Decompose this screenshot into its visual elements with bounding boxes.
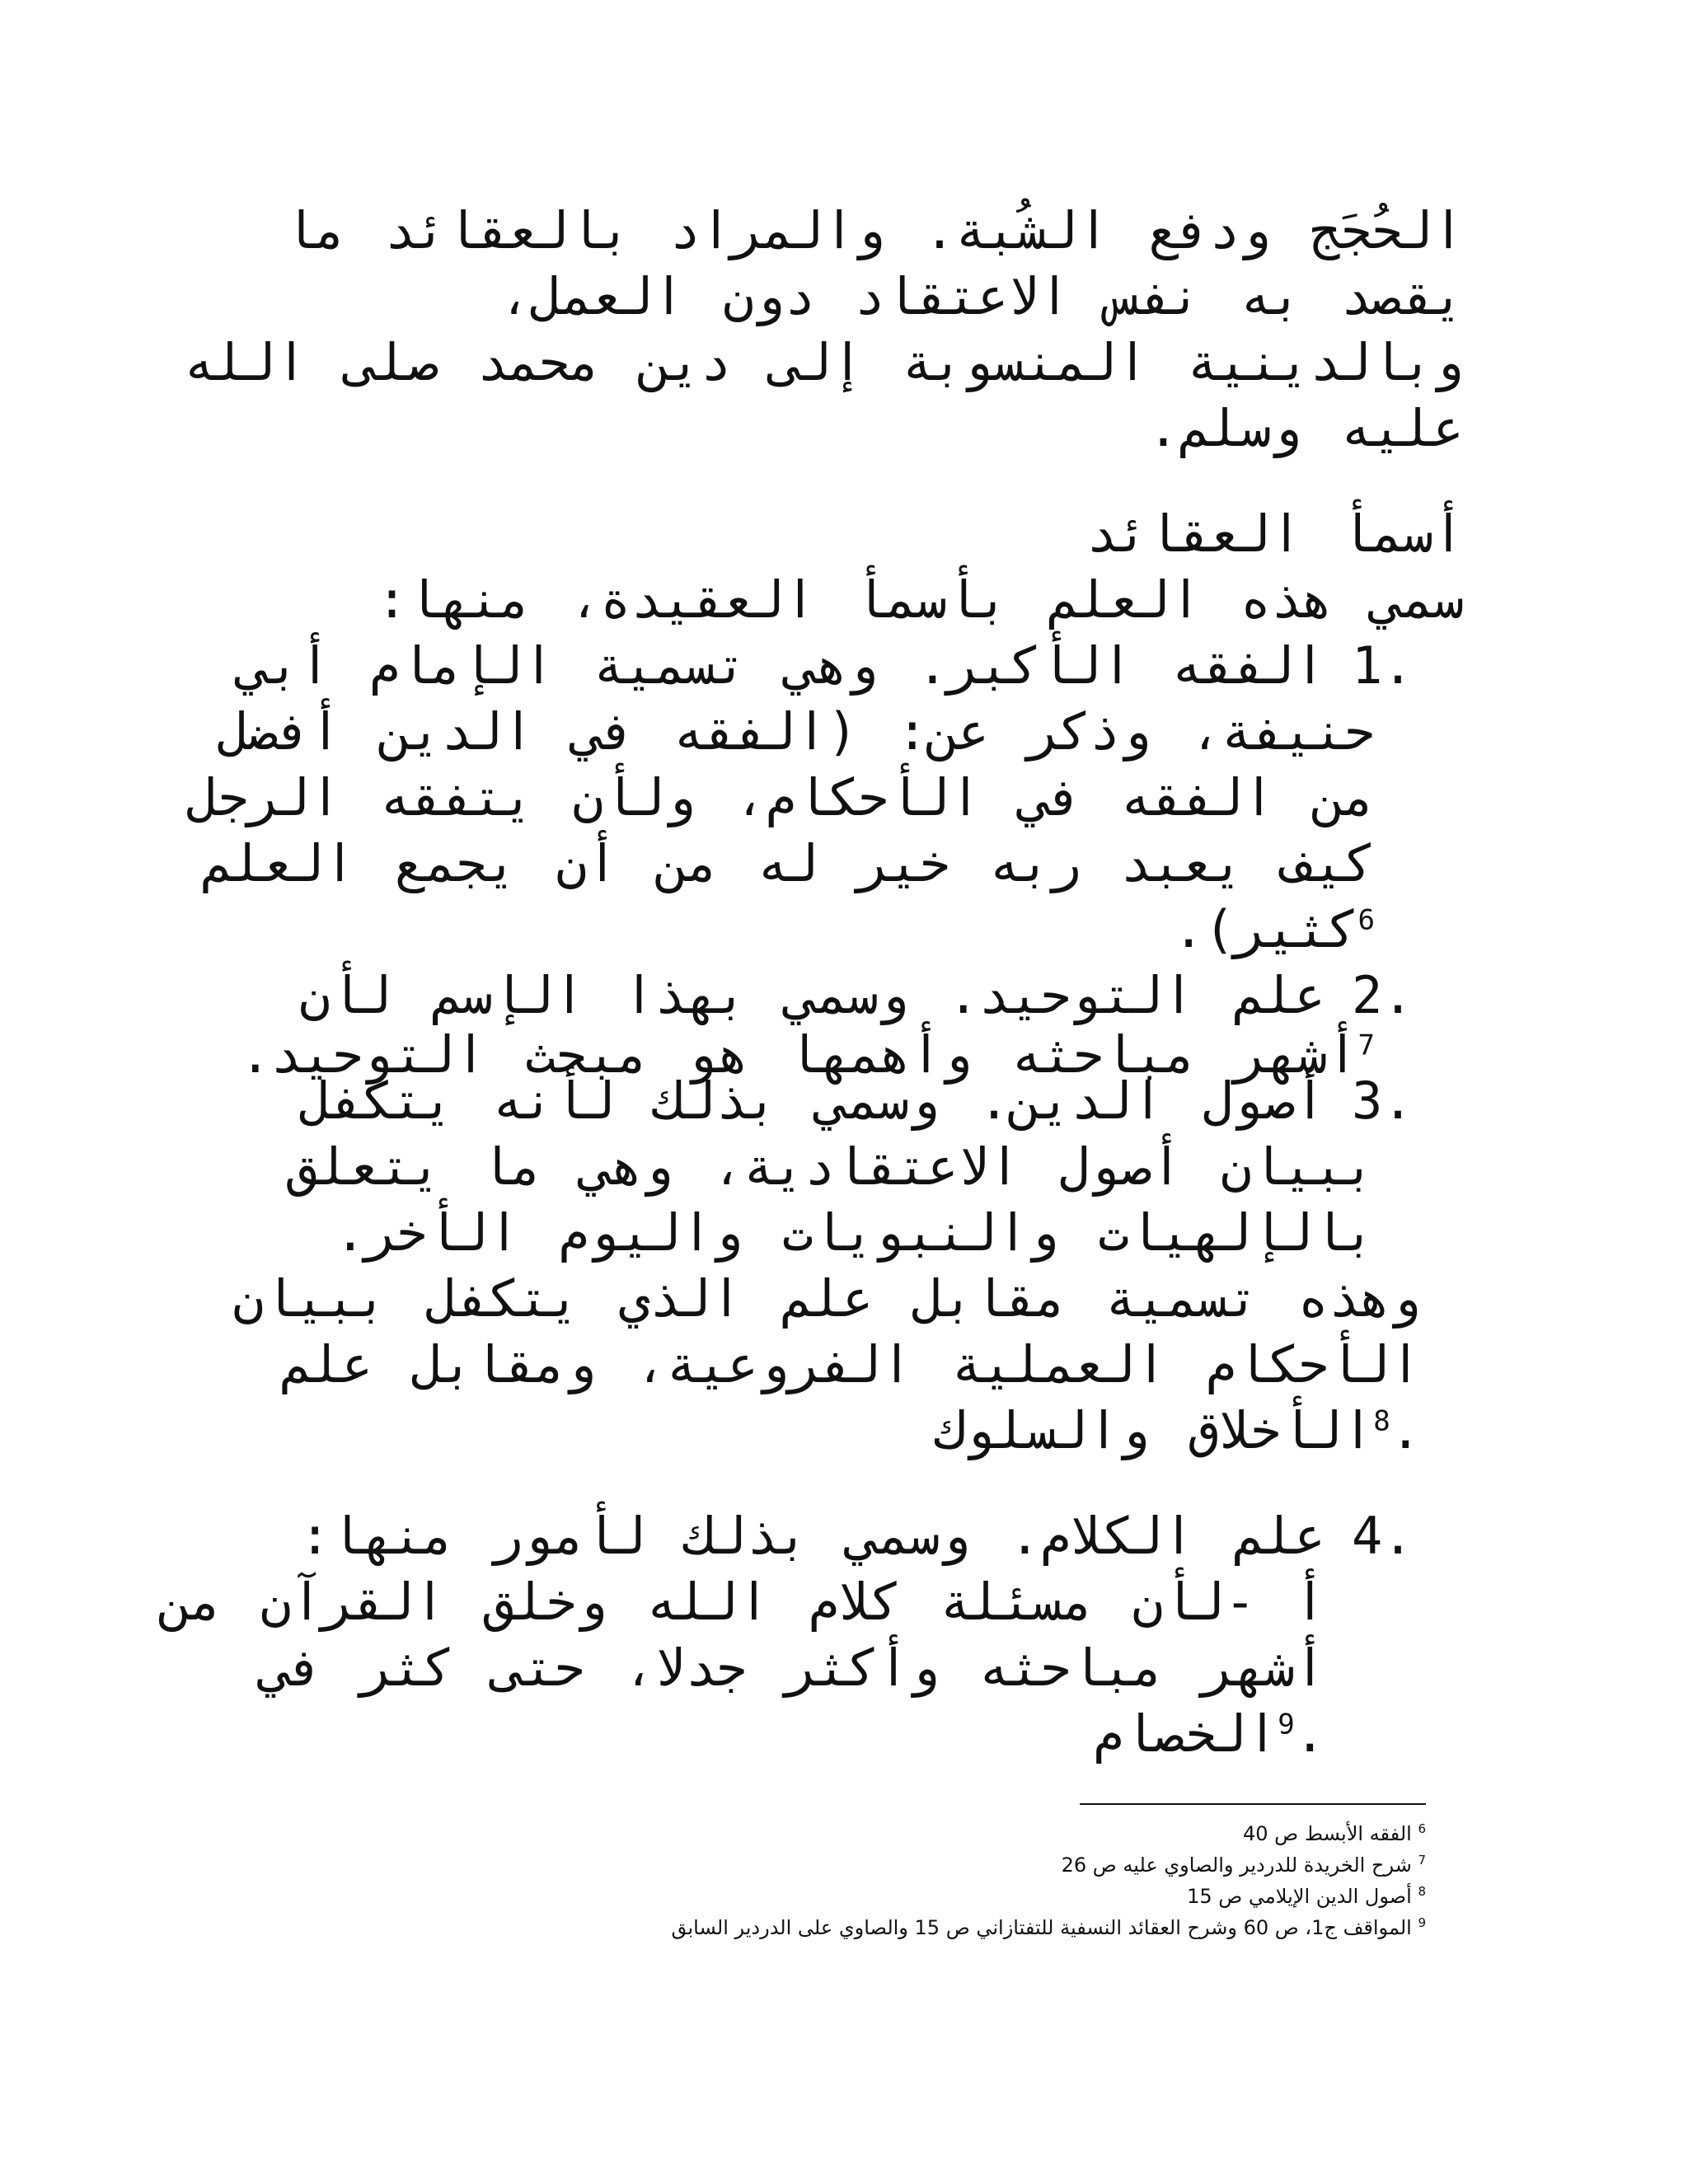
footnote-separator [1080,1803,1426,1805]
footnote-6 [1243,1821,1426,1846]
intro-line-1: الحُجَج ودفع الشُبة. والمراد بالعقائد ما [284,200,1464,260]
section-intro: سمي هذه العلم بأسمأ العقيدة، منها: [376,569,1464,630]
footnote-7-number: 7 [1418,1853,1426,1868]
item-3-line-2: ببيان أصول الاعتقادية، وهي ما يتعلق [287,1137,1375,1197]
item-4-sub-a-line-1: أ -لأن مسئلة كلام الله وخلق القرآن من [160,1572,1325,1632]
footnote-7-text: شرح الخريدة للدردير والصاوي عليه ص 26 [1061,1854,1412,1877]
intro-line-3: وبالدينية المنسوبة إلى دين محمد صلى الله [183,332,1464,392]
footnote-9-text: المواقف ج1، ص 60 وشرح العقائد النسفية للتفتازاني ص 15 والصاوي على الدردير السابق [671,1916,1412,1939]
footnote-ref-9[interactable]: 9 [1278,1708,1295,1741]
item-4-sub-a-line-3-end: . [1294,1704,1325,1764]
continuation-line-3-end: . [1390,1400,1421,1460]
section-title: أسمأ العقائد [1086,504,1464,564]
item-1-line-2: حنيفة، وذكر عن: (الفقه في الدين أفضل [218,701,1375,762]
continuation-line-3-text: الأخلاق والسلوك [934,1400,1374,1460]
item-3-line-3: بالإلهيات والنبويات واليوم الأخر. [335,1202,1375,1263]
continuation-line-1: وهذه تسمية مقابل علم الذي يتكفل ببيان [232,1268,1421,1329]
item-1-line-5-text: كثير). [1173,899,1358,959]
footnote-8-number: 8 [1418,1884,1426,1899]
item-3-line-1: أصول الدين. وسمي بذلك لأنه يتكفل [299,1071,1325,1131]
item-2-line-2-text: أشهر مباحثه وأهمها هو مبحث التوحيد. [240,1024,1358,1085]
footnote-ref-6[interactable]: 6 [1357,903,1375,937]
item-1-number: 1. [1352,635,1414,696]
continuation-line-2: الأحكام العملية الفروعية، ومقابل علم [280,1334,1421,1394]
intro-line-4: عليه وسلم. [1147,398,1464,458]
footnote-8-text: أصول الدين الإيلامي ص 15 [1187,1885,1412,1908]
item-1-line-3: من الفقه في الأحكام، ولأن يتفقه الرجل [186,767,1375,827]
item-3-number: 3. [1352,1071,1414,1131]
item-4-sub-a-line-3-text: الخصام [1093,1704,1278,1764]
item-2-number: 2. [1352,965,1414,1025]
continuation-line-3 [935,1398,1421,1464]
item-1-line-5 [1174,897,1375,963]
footnote-9 [671,1915,1426,1940]
footnote-ref-8[interactable]: 8 [1373,1404,1390,1438]
item-1-line-1: الفقه الأكبر. وهي تسمية الإمام أبي [237,635,1325,696]
item-4-line-1: علم الكلام. وسمي بذلك لأمور منها: [299,1506,1325,1566]
footnote-9-number: 9 [1418,1915,1426,1930]
item-4-sub-a-line-2: أشهر مباحثه وأكثر جدلا، حتى كثر في [260,1638,1325,1698]
item-4-sub-a-line-3 [1093,1701,1325,1767]
footnote-8 [1187,1884,1426,1909]
footnote-6-number: 6 [1418,1821,1426,1836]
intro-line-2: يقصد به نفس الاعتقاد دون العمل، [499,266,1464,326]
item-4-number: 4. [1352,1506,1414,1566]
footnote-6-text: الفقه الأبسط ص 40 [1243,1822,1412,1845]
item-1-line-4: كيف يعبد ربه خير له من أن يجمع العلم [201,833,1375,893]
footnote-7 [1062,1853,1426,1877]
item-2-line-1: علم التوحيد. وسمي بهذا الإسم لأن [299,965,1325,1025]
footnote-ref-7[interactable]: 7 [1357,1029,1375,1062]
